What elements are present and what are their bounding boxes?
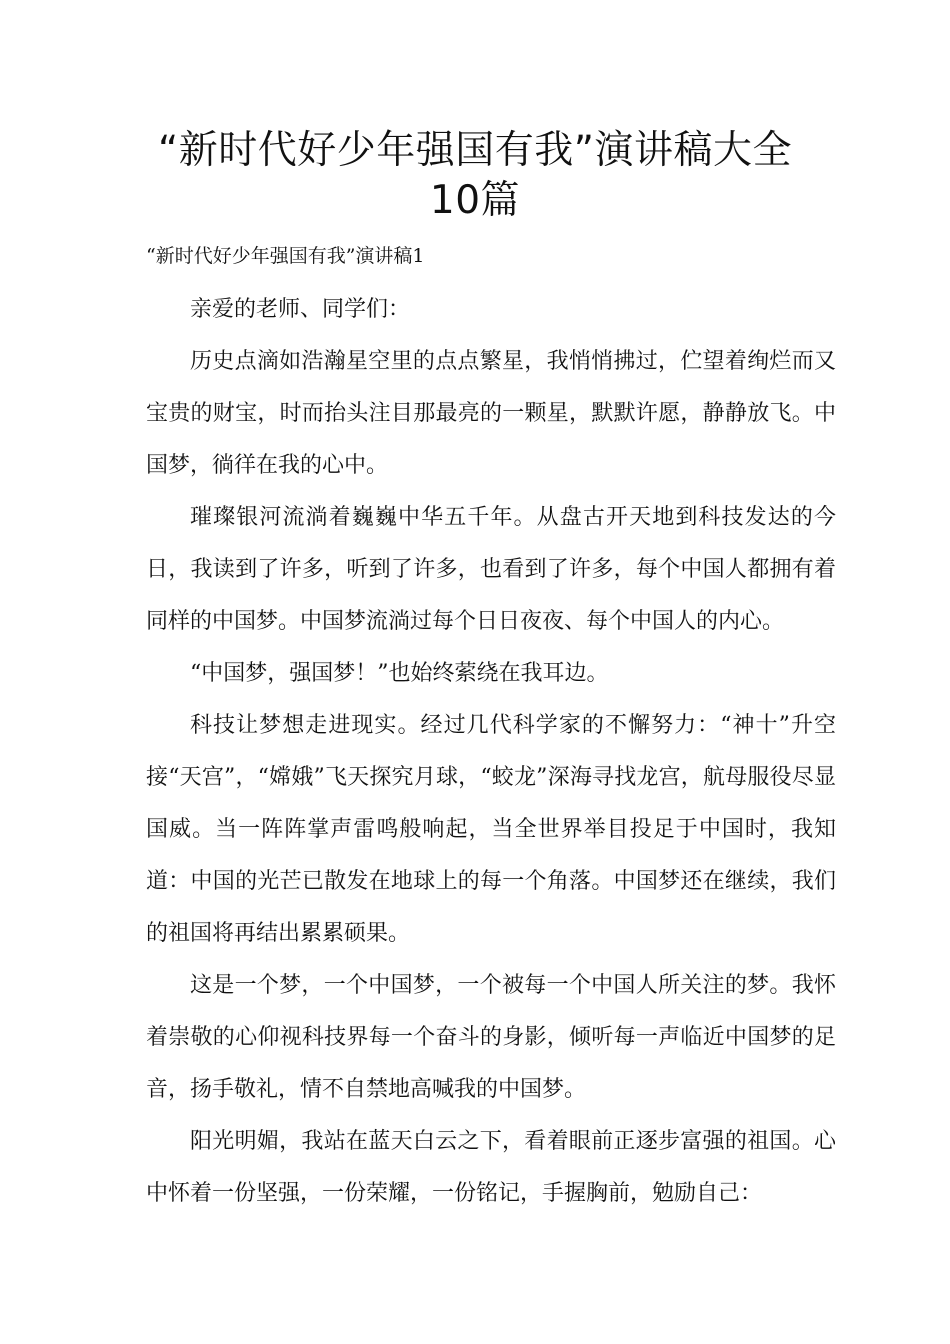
speech-body [146, 284, 836, 1220]
title-line-1: “新时代好少年强国有我”演讲稿大全 [158, 128, 792, 173]
paragraph: 科技让梦想走进现实。经过几代科学家的不懈努力：“神十”升空接“天宫”，“嫦娥”飞天探究月球，“蛟龙”深海寻找龙宫，航母服役尽显国威。当一阵阵掌声雷鸣般响起，当全世界举目投足于中国时，我知道：中国的光芒已散发在地球上的每一个角落。中国梦还在继续，我们的祖国将再结出累累硕果。 [146, 713, 836, 946]
paragraph-greeting: 亲爱的老师、同学们： [190, 297, 411, 322]
speech-subtitle: “新时代好少年强国有我”演讲稿1 [146, 245, 425, 267]
title-line-2: 10篇 [429, 178, 521, 223]
paragraph: “中国梦，强国梦！”也始终萦绕在我耳边。 [190, 661, 609, 686]
paragraph: 阳光明媚，我站在蓝天白云之下，看着眼前正逐步富强的祖国。心中怀着一份坚强，一份荣耀，一份铭记，手握胸前，勉励自己： [146, 1129, 836, 1206]
paragraph: 历史点滴如浩瀚星空里的点点繁星，我悄悄拂过，伫望着绚烂而又宝贵的财宝，时而抬头注目那最亮的一颗星，默默许愿，静静放飞。中国梦，徜徉在我的心中。 [146, 349, 836, 478]
document-title [120, 126, 830, 226]
paragraph: 这是一个梦，一个中国梦，一个被每一个中国人所关注的梦。我怀着崇敬的心仰视科技界每一个奋斗的身影，倾听每一声临近中国梦的足音，扬手敬礼，情不自禁地高喊我的中国梦。 [146, 973, 836, 1102]
paragraph: 璀璨银河流淌着巍巍中华五千年。从盘古开天地到科技发达的今日，我读到了许多，听到了许多，也看到了许多，每个中国人都拥有着同样的中国梦。中国梦流淌过每个日日夜夜、每个中国人的内心。 [146, 505, 836, 634]
